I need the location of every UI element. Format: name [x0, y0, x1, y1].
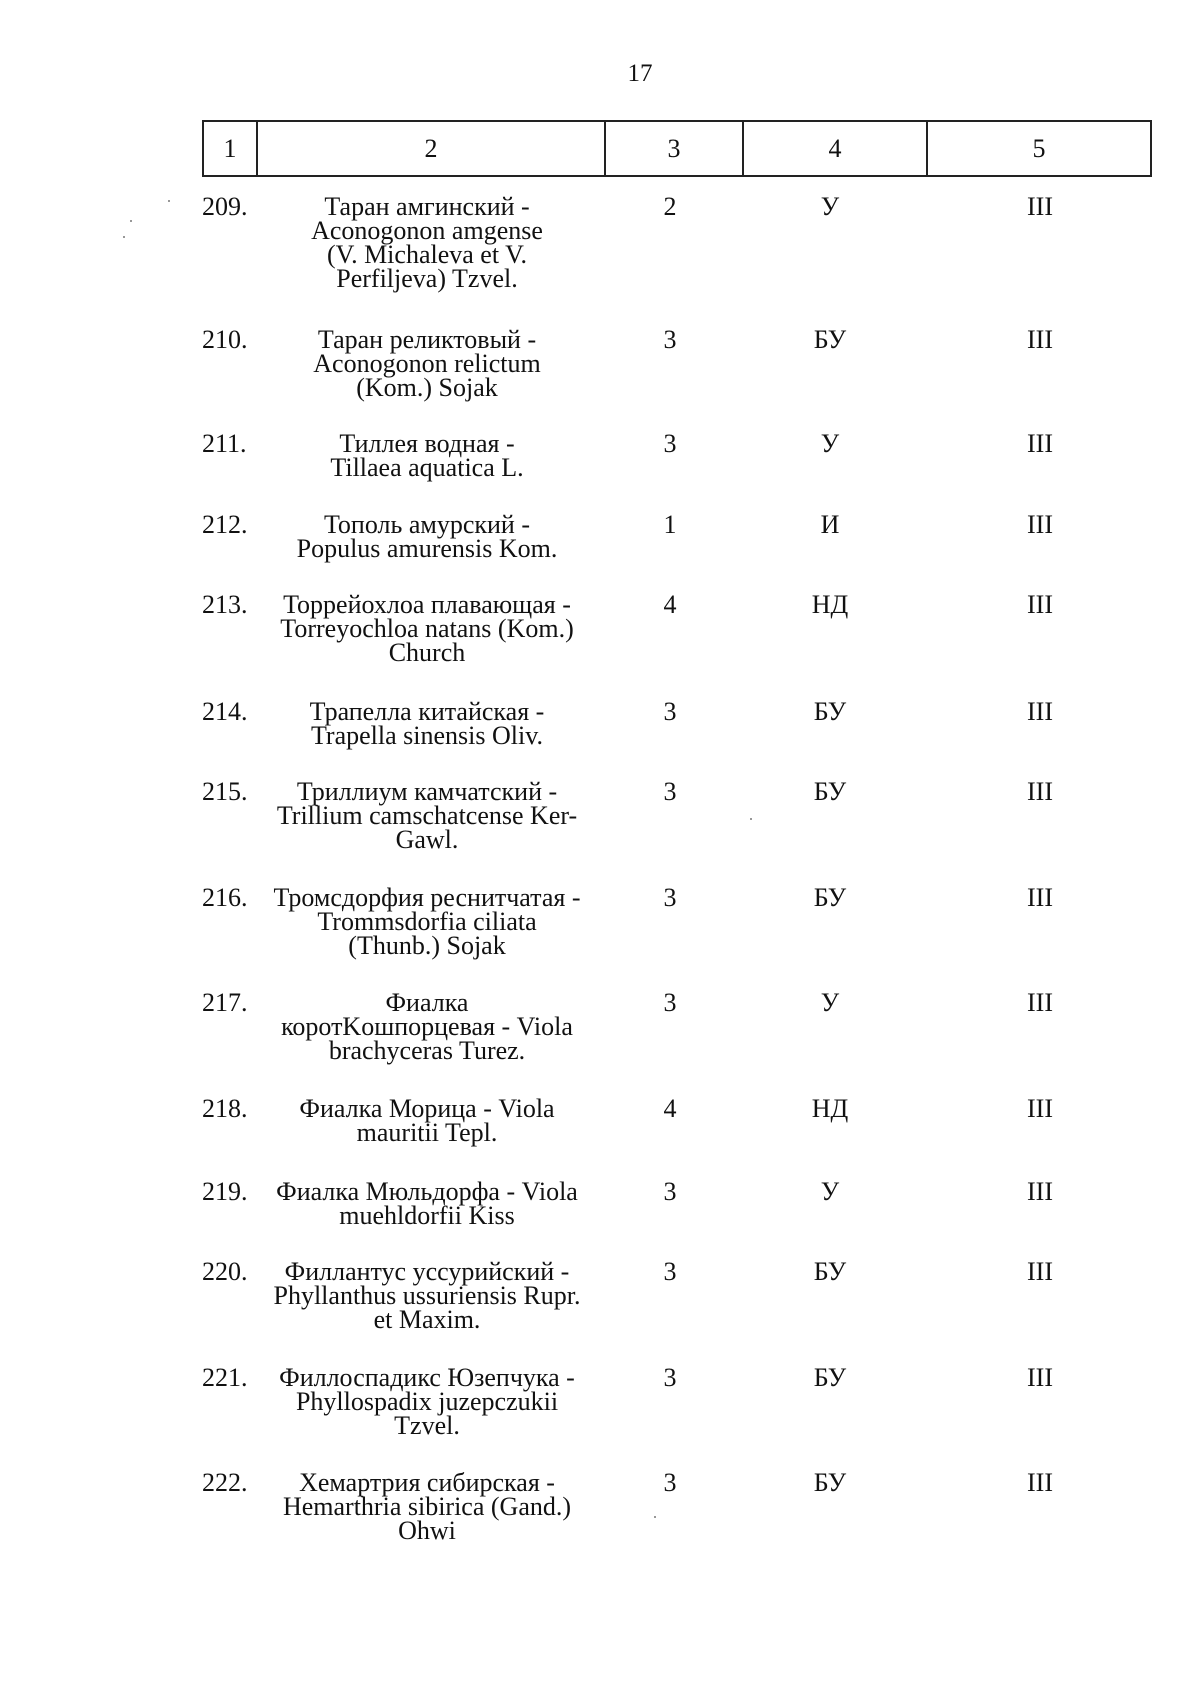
- rarity-category: 3: [663, 1468, 677, 1497]
- status-code: БУ: [813, 697, 847, 726]
- species-name: [252, 697, 602, 750]
- species-name-line: Хемартрия сибирская -: [299, 1468, 555, 1497]
- priority-level: III: [1027, 777, 1053, 806]
- species-name-line: коротKошпорцевая - Viola: [281, 1012, 573, 1041]
- species-name: [252, 1468, 602, 1545]
- species-name-line: Фиалка: [385, 988, 469, 1017]
- priority-level: III: [1027, 1468, 1053, 1497]
- priority-level: III: [1027, 325, 1053, 354]
- row-number: 213.: [202, 590, 248, 619]
- row-number: 214.: [202, 697, 248, 726]
- species-name-line: Ohwi: [398, 1516, 456, 1545]
- species-name-line: Тополь амурский -: [324, 510, 530, 539]
- header-col-3: 3: [604, 122, 742, 175]
- species-name-line: Торрейохлоа плавающая -: [283, 590, 571, 619]
- species-name-line: (V. Michaleva et V.: [326, 240, 528, 269]
- species-name: [252, 1094, 602, 1147]
- status-code: БУ: [813, 1468, 847, 1497]
- species-name: [252, 325, 602, 402]
- species-name-line: Филлоспадикс Юзепчука -: [279, 1363, 575, 1392]
- species-name-line: mauritii Tepl.: [356, 1118, 498, 1147]
- species-name-line: Фиалка Мюльдорфа - Viola: [276, 1177, 578, 1206]
- rarity-category: 3: [663, 325, 677, 354]
- species-name: [252, 777, 602, 854]
- species-name: [252, 192, 602, 293]
- species-name-line: Tillaea aquatica L.: [330, 453, 524, 482]
- row-number: 221.: [202, 1363, 248, 1392]
- row-number: 216.: [202, 883, 248, 912]
- species-name: [252, 883, 602, 960]
- status-code: У: [820, 1177, 840, 1206]
- species-name-line: Таран амгинский -: [324, 192, 530, 221]
- header-col-4: 4: [742, 122, 926, 175]
- row-number: 209.: [202, 192, 248, 221]
- status-code: И: [820, 510, 840, 539]
- species-name-line: Триллиум камчатский -: [296, 777, 558, 806]
- species-name-line: Tzvel.: [394, 1411, 460, 1440]
- species-name-line: Gawl.: [395, 825, 459, 854]
- rarity-category: 3: [663, 697, 677, 726]
- scan-speck: [123, 236, 125, 238]
- scan-speck: [130, 220, 132, 222]
- species-name-line: Тромсдорфия реснитчатая -: [273, 883, 581, 912]
- species-name-line: (Kom.) Sojak: [356, 373, 498, 402]
- species-name-line: Филлантус уссурийский -: [284, 1257, 570, 1286]
- row-number: 210.: [202, 325, 248, 354]
- priority-level: III: [1027, 590, 1053, 619]
- priority-level: III: [1027, 883, 1053, 912]
- species-name: [252, 429, 602, 482]
- priority-level: III: [1027, 697, 1053, 726]
- rarity-category: 3: [663, 1177, 677, 1206]
- status-code: БУ: [813, 1257, 847, 1286]
- row-number: 215.: [202, 777, 248, 806]
- species-name: [252, 590, 602, 667]
- species-name-line: Perfiljeva) Tzvel.: [336, 264, 518, 293]
- species-name-line: Trillium camschatcense Ker-: [276, 801, 578, 830]
- species-name-line: Hemarthria sibirica (Gand.): [282, 1492, 572, 1521]
- row-number: 218.: [202, 1094, 248, 1123]
- rarity-category: 3: [663, 1363, 677, 1392]
- species-name: [252, 1257, 602, 1334]
- species-name-line: Aconogonon relictum: [313, 349, 541, 378]
- row-number: 211.: [202, 429, 247, 458]
- species-name-line: muehldorfii Kiss: [339, 1201, 515, 1230]
- rarity-category: 2: [663, 192, 677, 221]
- species-name-line: Church: [388, 638, 466, 667]
- species-name-line: Phyllospadix juzepczukii: [295, 1387, 559, 1416]
- scan-speck: [654, 1516, 656, 1518]
- header-col-5: 5: [926, 122, 1150, 175]
- rarity-category: 4: [663, 590, 677, 619]
- species-name-line: Трапелла китайская -: [309, 697, 545, 726]
- species-name-line: Тиллея водная -: [339, 429, 515, 458]
- rarity-category: 3: [663, 777, 677, 806]
- status-code: У: [820, 429, 840, 458]
- species-name-line: Populus amurensis Kom.: [296, 534, 558, 563]
- species-name-line: Trapella sinensis Oliv.: [310, 721, 544, 750]
- header-col-2: 2: [256, 122, 604, 175]
- status-code: БУ: [813, 777, 847, 806]
- priority-level: III: [1027, 429, 1053, 458]
- row-number: 212.: [202, 510, 248, 539]
- page-number: 17: [627, 60, 653, 87]
- priority-level: III: [1027, 192, 1053, 221]
- rarity-category: 1: [663, 510, 677, 539]
- priority-level: III: [1027, 510, 1053, 539]
- status-code: БУ: [813, 1363, 847, 1392]
- row-number: 217.: [202, 988, 248, 1017]
- species-name-line: Torreyochloa natans (Kom.): [280, 614, 574, 643]
- status-code: У: [820, 192, 840, 221]
- species-name-line: (Thunb.) Sojak: [348, 931, 506, 960]
- scan-speck: [750, 818, 752, 820]
- row-number: 222.: [202, 1468, 248, 1497]
- row-number: 220.: [202, 1257, 248, 1286]
- status-code: БУ: [813, 883, 847, 912]
- priority-level: III: [1027, 1177, 1053, 1206]
- priority-level: III: [1027, 1257, 1053, 1286]
- species-name: [252, 1363, 602, 1440]
- species-name-line: Фиалка Морица - Viola: [299, 1094, 555, 1123]
- species-name: [252, 510, 602, 563]
- scan-speck: [168, 200, 170, 202]
- rarity-category: 3: [663, 988, 677, 1017]
- priority-level: III: [1027, 1094, 1053, 1123]
- species-name: [252, 988, 602, 1065]
- species-name-line: Trommsdorfia ciliata: [317, 907, 537, 936]
- species-name-line: Aconogonon amgense: [311, 216, 543, 245]
- rarity-category: 4: [663, 1094, 677, 1123]
- priority-level: III: [1027, 1363, 1053, 1392]
- rarity-category: 3: [663, 883, 677, 912]
- species-name-line: et Maxim.: [373, 1305, 481, 1334]
- rarity-category: 3: [663, 1257, 677, 1286]
- species-name: [252, 1177, 602, 1230]
- row-number: 219.: [202, 1177, 248, 1206]
- status-code: БУ: [813, 325, 847, 354]
- status-code: У: [820, 988, 840, 1017]
- species-name-line: Phyllanthus ussuriensis Rupr.: [273, 1281, 581, 1310]
- status-code: НД: [811, 590, 849, 619]
- status-code: НД: [811, 1094, 849, 1123]
- species-name-line: brachyceras Turez.: [328, 1036, 526, 1065]
- header-col-1: 1: [223, 133, 237, 163]
- priority-level: III: [1027, 988, 1053, 1017]
- rarity-category: 3: [663, 429, 677, 458]
- species-name-line: Таран реликтовый -: [317, 325, 537, 354]
